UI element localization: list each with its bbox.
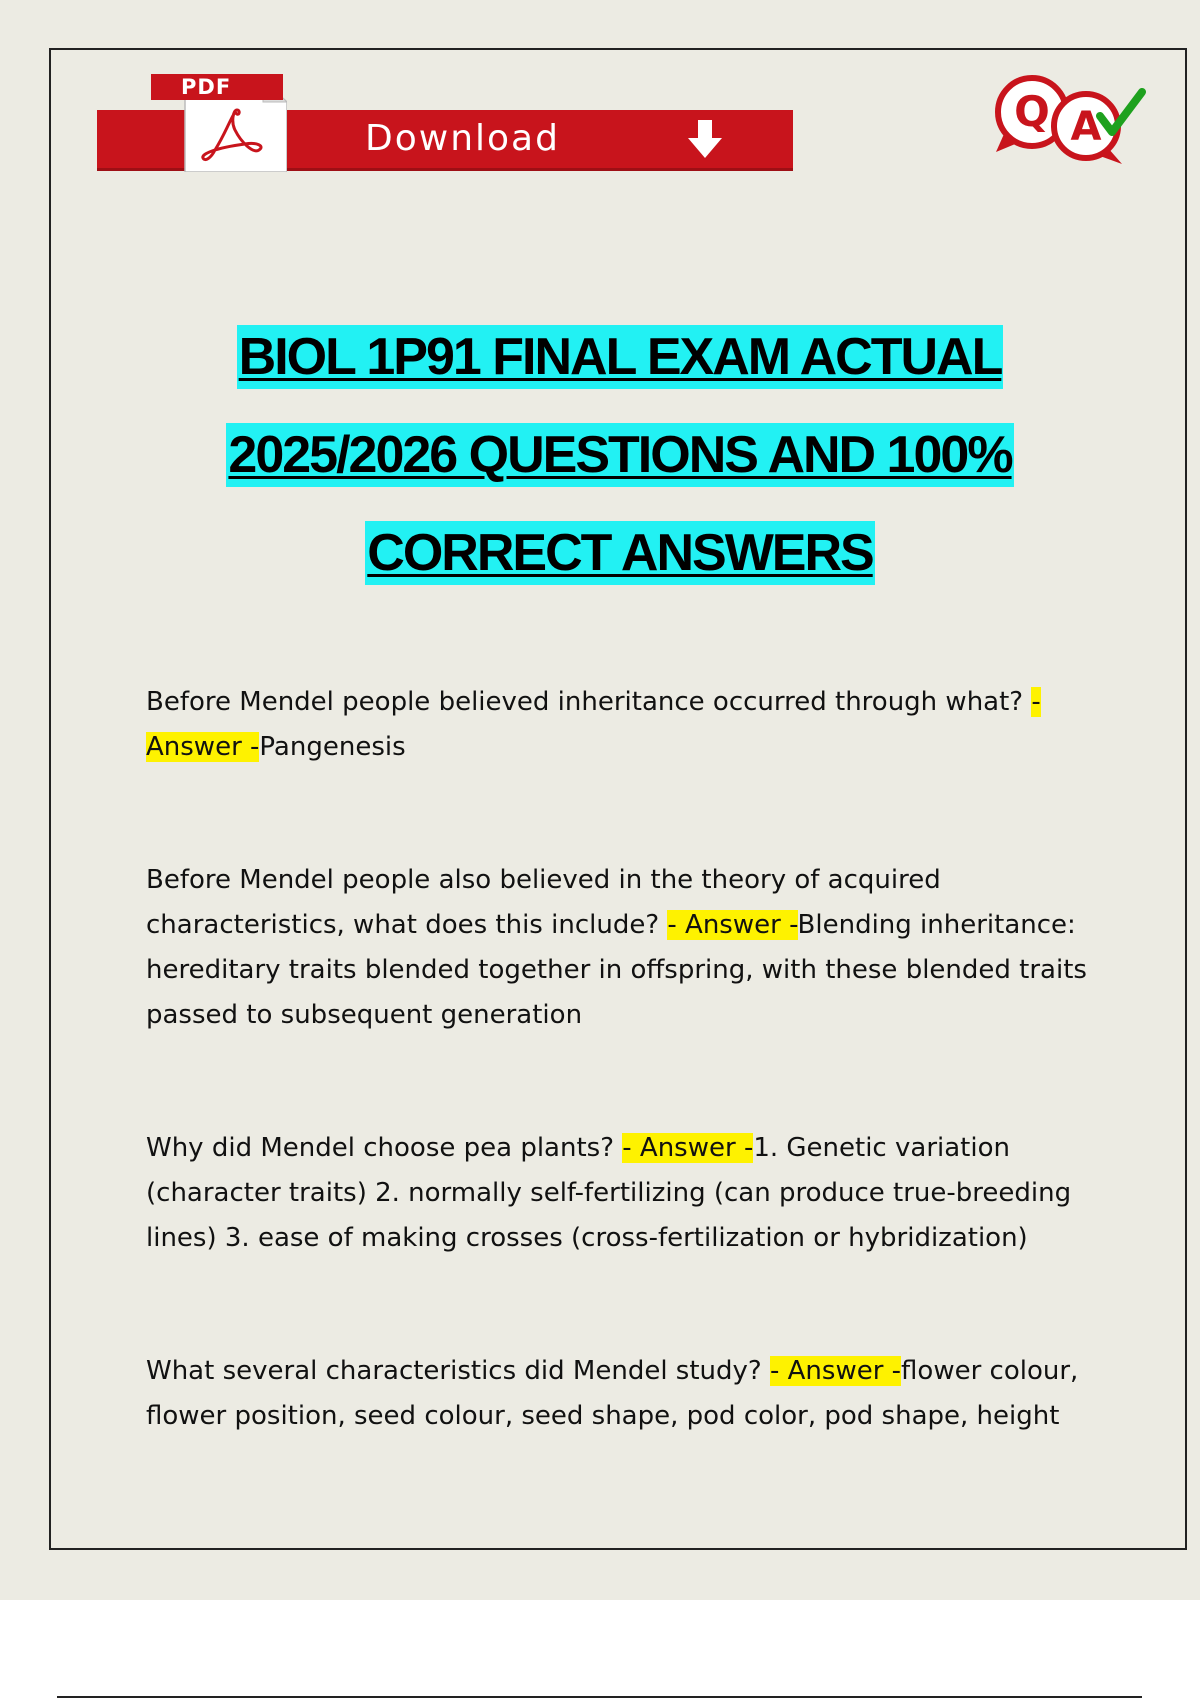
download-label[interactable]: Download [365, 118, 560, 159]
pdf-document-icon [145, 72, 287, 172]
question-text: Why did Mendel choose pea plants? [146, 1133, 623, 1163]
question-text: What several characteristics did Mendel study? [146, 1356, 770, 1386]
answer-text: Blending inheritance: hereditary traits blended together in offspring, with these blended traits passed to subsequent generation [146, 910, 1087, 1030]
qa-item [146, 1349, 1106, 1439]
answer-text: 1. Genetic variation (character traits) 2. normally self-fertilizing (can produce true-breeding lines) 3. ease of making crosses (cross-fertilization or hybridization) [146, 1133, 1072, 1253]
qa-logo [990, 72, 1150, 168]
qa-item [146, 1126, 1106, 1261]
qa-list [146, 680, 1106, 1439]
document-title [60, 308, 1180, 602]
title-line-1: BIOL 1P91 FINAL EXAM ACTUAL [237, 325, 1004, 389]
question-text: Before Mendel people believed inheritance occurred through what? [146, 687, 1032, 717]
a-letter: A [1070, 104, 1102, 150]
answer-marker: - Answer - [769, 1356, 902, 1386]
answer-marker: - Answer - [622, 1133, 754, 1163]
qa-item [146, 858, 1106, 1038]
answer-text: Pangenesis [259, 732, 406, 762]
pdf-download-banner[interactable] [97, 70, 793, 172]
answer-marker: - Answer - [146, 687, 1041, 762]
footer-rule [57, 1696, 1142, 1698]
title-line-3: CORRECT ANSWERS [365, 521, 874, 585]
answer-marker: - Answer - [667, 910, 798, 940]
q-letter: Q [1014, 87, 1050, 136]
answer-text: flower colour, flower position, seed colour, seed shape, pod color, pod shape, height [146, 1356, 1079, 1431]
pdf-tag: PDF [151, 74, 283, 100]
qa-bubbles-icon [990, 72, 1150, 168]
title-line-2: 2025/2026 QUESTIONS AND 100% [226, 423, 1013, 487]
arrow-down-icon[interactable] [685, 118, 725, 162]
question-text: Before Mendel people also believed in the theory of acquired characteristics, what does this include? [146, 865, 941, 940]
qa-item [146, 680, 1106, 770]
